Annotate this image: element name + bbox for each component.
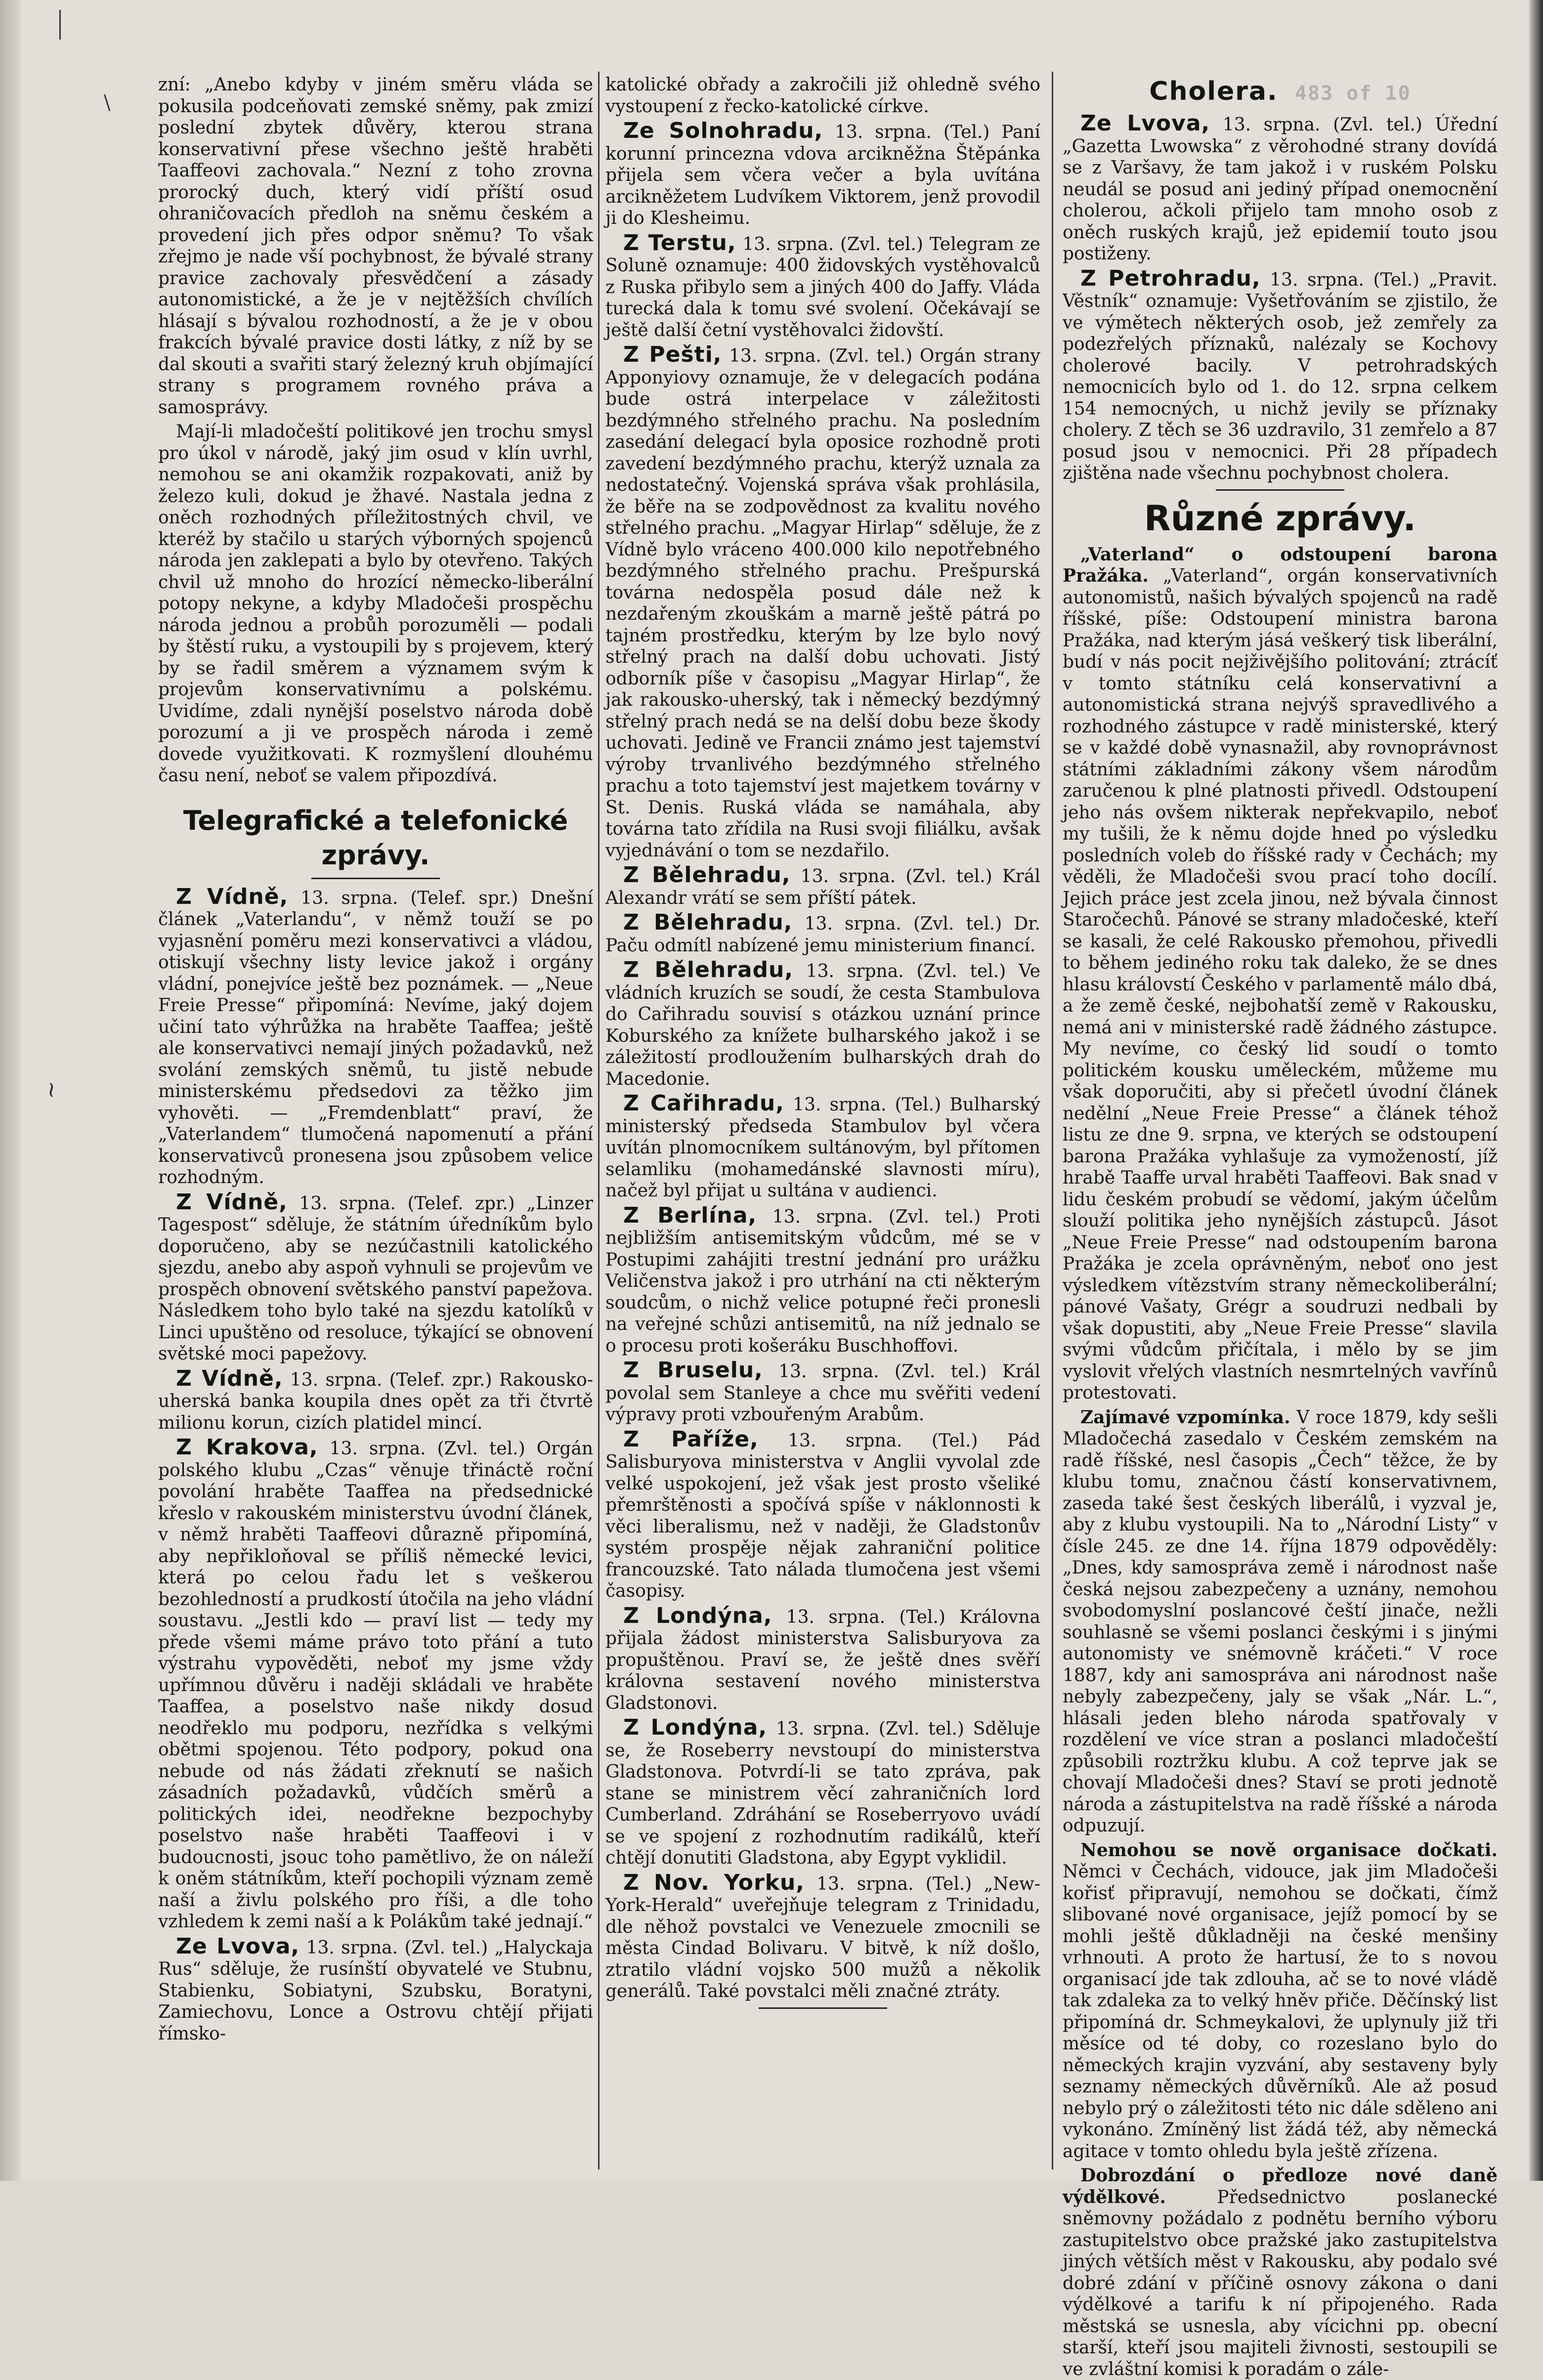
margin-tick (59, 10, 61, 40)
news-item (605, 232, 1040, 341)
news-item (605, 344, 1040, 861)
column-rule (1052, 72, 1053, 2169)
news-text: 13. srpna. (Zvl. tel.) Úřední „Gazetta Lwowska“ z věrohodné strany dovídá se z Varšavy, že tam jakož i v ruském Polsku neudál se posud ani jediný případ onemocnění cholerou, ačkoli přijelo tam mnoho osob z oněch ruských krajů, jež epidemií touto jsou postiženy. (1063, 115, 1498, 264)
news-item (1063, 1407, 1498, 1837)
dateline: Ze Solnohradu, (623, 118, 823, 143)
news-item (158, 1933, 593, 2045)
news-item (605, 1426, 1040, 1602)
news-text: 13. srpna. (Tel.) „New-York-Herald“ uveřejňuje telegram z Trinidadu, dle něhož povstalci ve Venezuele zmocnili se města Cindad Bolivaru. V bitvě, k níž došlo, ztratilo vládní vojsko 500 mužů a několik generálů. Také povstalci měli značné ztráty. (605, 1873, 1040, 2001)
news-item (158, 886, 593, 1189)
news-item (1063, 544, 1498, 1404)
news-item (605, 1717, 1040, 1869)
news-item (158, 1191, 593, 1365)
news-text: „Vaterland“, orgán konservativních autonomistů, našich bývalých spojenců na radě říšské, píše: Odstoupení ministra barona Pražáka, nad kterým jásá veškerý tisk liberální, budí v nás pocit nejživějšího politování; ztrácíť v tomto státníku celá konservativní a autonomistická strana nejvýš spravedlivého a rozhodného zástupce v radě ministerské, který se v každé době vynasnažil, aby rovnoprávnost státními základními zákony všem národům zaručenou k plné platnosti přivedl. Odstoupení jeho nás ovšem nikterak nepřekvapilo, neboť my tušili, že k němu dojde hned po výsledku posledních voleb do říšské rady v Čechách; my věděli, že Mladočeši svou prací toho docílí. Jejich práce jest zcela jinou, než bývala činnost Staročechů. Pánové se strany mladočeské, kteří se kasali, že celé Rakousko přemohou, přivedli to během jediného roku tak daleko, že se dnes hlasu královstí Českého v parlamentě málo dbá, a že země české, nejbohatší země v Rakousku, nemá ani v ministerské radě žádného zástupce. My nevíme, co český lid soudí o tomto politickém kousku uměleckém, můžeme mu však doporučiti, aby si přečetl úvodní článek nedělní „Neue Freie Presse“ a článek téhož listu ze dne 9. srpna, ve kterých se odstoupení barona Pražáka vyhlašuje za vymožeností, jíž hrabě Taaffe urval hraběti Taaffeovi. Bak snad v lidu českém probudí se vědomí, jakým účelům slouží politika jeho nynějších zástupců. Jásot „Neue Freie Presse“ nad odstoupením barona Pražáka je zcela oprávněným, neboť ono jest výsledkem vítězstvím strany německoliberální; pánové Vašaty, Grégr a soudruzi nedbali by však dopustiti, aby „Neue Freie Presse“ slavila svými vůdcům přičítala, i mělo by se jim vyslovit vřelých vlastních nesmrtelných vavřínů protestovati. (1063, 566, 1498, 1403)
archive-stamp: 483 of 10 (1294, 82, 1411, 105)
dateline: Z Vídně, (176, 1365, 283, 1391)
dateline: Z Cařihradu, (623, 1091, 784, 1116)
margin-mark-top: \ (104, 91, 111, 114)
paragraph: katolické obřady a zakročili již ohledně svého vystoupení z řecko-katolické církve. (605, 75, 1040, 117)
news-text: V roce 1879, kdy sešli Mladočechá zasedalo v Českém zemském na radě říšské, nesl časopis „Čech“ těžce, že by klubu tomu, značnou částí konservativnem, zaseda také šest českých liberálů, i vyzval je, aby z klubu vystoupili. Na to „Národní Listy“ v čísle 245. ze dne 14. října 1879 odpověděly: „Dnes, kdy samospráva země i národnost naše česká nejsou zabezpečeny a uznány, nemohou svobodomyslní poslancové čeští jinače, nežli souhlasně se všemi poslanci českými i s jinými autonomisty ve snémovně kráčeti.“ V roce 1887, kdy ani samospráva ani národnost naše nebyly zabezpečeny, jaly se však „Nár. L.“, hlásali jeden bleho národa spatřovaly v rozdělení ve více stran a poslanci mladočeští způsobili roztržku klubu. A což teprve jak se chovají Mladočeši dnes? Staví se proti jednotě národa a zástupitelstva na radě říšské a národa odpuzují. (1063, 1407, 1498, 1836)
news-item (1063, 2165, 1498, 2380)
news-text: 13. srpna. (Tel.) Královna přijala žádost ministerstva Salisburyova za propuštěnou. Praví se, že ještě dnes svěří královna sestavení nového ministerstva Gladstonovi. (605, 1607, 1040, 1713)
news-text: 13. srpna. (Zvl. tel.) „Halyckaja Rus“ sděluje, že rusínští obyvatelé ve Stubnu, Stabienku, Sobiatyni, Szubsku, Boratyni, Zamiechovu, Lonce a Ostrovu chtějí přijati římsko- (158, 1937, 593, 2044)
dateline: Z Bělehradu, (623, 862, 791, 888)
dateline: Z Londýna, (623, 1603, 772, 1628)
news-text: 13. srpna. (Tel.) „Pravit. Věstník“ oznamuje: Vyšetřováním se zjistilo, že ve výmětech některých osob, jež zemřely za podezřelých příznaků, nalézaly se Kochovy cholerové bacily. V petrohradských nemocnicích bylo od 1. do 12. srpna celkem 154 nemocných, u nichž jevily se příznaky cholery. Z těch se 36 uzdravilo, 31 zemřelo a 87 posud jsou v nemocnici. Při 28 případech zjištěna nade všechnu pochybnost cholera. (1063, 269, 1498, 483)
news-text: Němci v Čechách, vidouce, jak jim Mladočeši kořisť připravují, nemohou se dočkati, čímž slibované nové organisace, jejíž pomocí by se mohli ještě důkladněji na české menšiny vrhnouti. A proto že hartusí, že to s novou organisací jde tak zdlouha, ač se to nové vládě tak zdaleka za to velký hněv přiče. Děčínský list připomíná dr. Schmeykalovi, že uplynuly již tři měsíce od té doby, co rozeslano bylo do německých krajin vyzvání, aby sestaveny byly seznamy německých důvěrníků. Ale až posud nebylo prý o záležitosti této nic dále sděleno ani vykonáno. Zmíněný list žádá též, aby německá agitace v tomto ohledu byla ještě zřízena. (1063, 1862, 1498, 2162)
news-text: 13. srpna. (Zvl. tel.) Telegram ze Soluně oznamuje: 400 židovských vystěhovalců z Ruska přibylo sem a jiných 400 do Jaffy. Vláda turecká dala k tomu své svolení. Očekávají se ještě další četní vystěhovalci židovští. (605, 234, 1040, 340)
news-text: 13. srpna. (Tel.) Paní korunní princezna vdova arcikněžna Štěpánka přijela sem včera večer a byla uvítána arcikněžetem Ludvíkem Viktorem, jenž provodil ji do Klesheimu. (605, 122, 1040, 228)
page-shadow-edge (1529, 0, 1543, 2181)
column-middle (605, 74, 1040, 2169)
dateline: Z Berlína, (623, 1202, 757, 1228)
news-text: 13. srpna. (Zvl. tel.) Král povolal sem Stanleye a chce mu svěřiti vedení výpravy proti vzbouřeným Arabům. (605, 1361, 1041, 1425)
news-item (158, 1437, 593, 1933)
dateline: Z Bělehradu, (623, 957, 794, 982)
dateline: Z Vídně, (176, 1189, 288, 1215)
dateline: Z Londýna, (623, 1715, 768, 1740)
news-item (605, 959, 1040, 1090)
dateline: Ze Lvova, (176, 1933, 300, 1959)
dateline: Z Terstu, (623, 230, 736, 255)
news-item (605, 1872, 1040, 2002)
news-headline: Zajímavé vzpomínka. (1080, 1406, 1290, 1428)
binding-edge (0, 0, 21, 2181)
news-text: Předsednictvo poslanecké sněmovny požádalo z podnětu berního výboru zastupitelstvo obce pražské jako zastupitelstva jiných větších měst v Rakousku, aby podalo své dobré zdání v příčině osnovy zákona o dani výdělkové a tarifu k ní připojeného. Rada městská se usnesla, aby vícichni pp. obecní starší, kteří jsou majiteli živnosti, sestoupili se ve zvláštní komisi k poradám o zále- (1063, 2187, 1498, 2380)
news-item (605, 912, 1040, 956)
news-text: 13. srpna. (Zvl. tel.) Dr. Paču odmítl nabízené jemu ministerium financí. (605, 914, 1040, 956)
news-headline: Dobrozdání o předloze nové daně výdělkové. (1063, 2165, 1498, 2208)
news-text: 13. srpna. (Zvl. tel.) Král Alexandr vrátí se sem příští pátek. (605, 866, 1040, 908)
news-text: 13. srpna. (Tel.) Pád Salisburyova ministerstva v Anglii vyvolal zde velké uspokojení, jež však jest prosto všeliké přemrštěnosti a spočívá spíše v náklonnosti k věci liberalismu, než v naději, že Gladstonův systém prospěje nějak zahraniční politice francouzské. Tato nálada tlumočena jest všemi časopisy. (605, 1430, 1040, 1601)
dateline: Z Petrohradu, (1080, 265, 1261, 291)
paragraph: zní: „Anebo kdyby v jiném směru vláda se pokusila podceňovati zemské sněmy, pak zmizí poslední zbytek důvěry, kterou strana konservativní přese všechno ještě hraběti Taaffeovi zachovala.“ Nezní z toho zrovna prorocký duch, který vidí příští osud ohraničovacích předloh na sněmu českém a provedení jich přes odpor sněmu? To však zřejmo je nade vší pochybnost, že bývalé strany pravice zachovaly přesvědčení a zásady autonomistické, a že je v nejtěžších chvílích hlásají s bývalou rozhodností, a že je v obou frakcích bývalé pravice dosti látky, z níž by se dal skouti a svařiti starý železný kruh objímající strany s programem rovného práva a samosprávy. (158, 75, 593, 418)
news-item (1063, 1840, 1498, 2163)
dateline: Ze Lvova, (1080, 111, 1210, 136)
news-item (605, 1093, 1040, 1202)
dateline: Z Paříže, (623, 1426, 759, 1452)
news-item (605, 120, 1040, 229)
dateline: Z Nov. Yorku, (623, 1870, 805, 1895)
news-item (605, 1605, 1040, 1714)
news-text: 13. srpna. (Telef. zpr.) „Linzer Tagespost“ sděluje, že státním úředníkům bylo doporučeno, aby se nezúčastnili katolického sjezdu, anebo aby aspoň vyhnuli se projevům ve prospěch obnovení světského panství papežova. Následkem toho bylo také na sjezdu katolíků v Linci upuštěno od resoluce, týkající se obnovení světské moci papežovy. (158, 1193, 593, 1364)
news-text: 13. srpna. (Zvl. tel.) Orgán strany Apponyiovy oznamuje, že v delegacích podána bude ostrá interpelace v záležitosti bezdýmného střelného prachu. Na posledním zasedání delegací byla oposice rozhodně proti zavedení bezdýmného prachu, kterýž uznala za nedostatečný. Vojenská správa však prohlásila, že běře na se zodpovědnost za kvalitu nového střelného prachu. „Magyar Hirlap“ sděluje, že z Vídně bylo vráceno 400.000 kilo nepotřebného bezdýmného střelného prachu. Prešpurská továrna nedospěla posud dále než k nezdařeným zkouškám a marně ještě pátrá po tajném prostředku, kterým by lze bylo nový střelný prach na další dobu uchovati. Jistý odborník píše v časopisu „Magyar Hirlap“, že jak rakousko-uherský, tak i německý bezdýmný střelný prach nedá se na delší dobu beze škody uchovati. Jedině ve Francii známo jest tajemství výroby trvanlivého bezdýmného střelného prachu a toto tajemství jest majetkem továrny v St. Denis. Ruská vláda se namáhala, aby továrna tato zřídila na Rusi svoji filiálku, avšak vyjednávání o tom se nezdařilo. (605, 346, 1040, 861)
news-text: 13. srpna. (Zvl. tel.) Orgán polského klubu „Czas“ věnuje třináctě roční povolání hraběte Taaffea na předsednické křeslo v rakouském ministerstvu úvodní článek, v němž hraběti Taaffeovi důrazně připomíná, aby nepřikloňoval se příliš německé levici, která po celou řadu let s veškerou bezohledností a prudkostí útočila na jeho vládní soustavu. „Jestli kdo — praví list — tedy my přede všemi máme právo toto přání a tuto výstrahu vypověděti, neboť my jsme vždy upřímnou důvěru i naději skládali ve hraběte Taaffea, a poselstvo naše nikdy dosud neodřeklo mu podporu, nezřídka s velkými obětmi spojenou. Této podpory, pokud ona nebude od nás žádati zřeknutí se našich zásadních požadavků, vůdčích směrů a politických idei, neodřekne bezpochyby poselstvo naše hraběti Taaffeovi i v budoucnosti, jsouc toho pamětlivo, že on náleží k oněm státníkům, kteří pochopili význam země naší a živlu polského pro říši, a dle toho vzhledem k zemi naší a k Polákům také jednají.“ (158, 1439, 593, 1932)
dateline: Z Pešti, (623, 342, 722, 367)
news-text: 13. srpna. (Zvl. tel.) Sděluje se, že Roseberry nevstoupí do ministerstva Gladstonova. Potvrdí-li se tato zpráva, pak stane se ministrem věcí zahraničních lord Cumberland. Zdráhání se Roseberryovo uvádí se ve spojení z rozhodnutím radikálů, kteří chtějí donutiti Gladstona, aby Egypt vyklidil. (605, 1719, 1040, 1868)
news-item (1063, 265, 1498, 484)
section-title-misc: Různé zprávy. (1144, 498, 1416, 539)
news-item (1063, 113, 1498, 265)
news-headline: Nemohou se nově organisace dočkati. (1080, 1839, 1498, 1861)
column-rule (598, 72, 600, 2169)
section-title-cholera (1063, 74, 1498, 111)
news-text: 13. srpna. (Zvl. tel.) Ve vládních kruzích se soudí, že cesta Stambulova do Cařihradu souvisí s otázkou uznání prince Koburského za knížete bulharského jakož i se záležitostí prodloužením bulharských drah do Macedonie. (605, 961, 1040, 1089)
paragraph: Mají-li mladočeští politikové jen trochu smysl pro úkol v národě, jaký jim osud v klín uvrhl, nemohou se ani okamžik rozpakovati, aniž by železo kuli, dokud je žhavé. Nastala jedna z oněch rozhodných příležitostných chvil, ve kteréž by stačilo u starých výborných spojenců národa jen zaklepati a bylo by otevřeno. Takých chvil už mnoho do hrozící německo-liberální potopy nekyne, a kdyby Mladočeši prospěchu národa jednou a probůh porozuměli — podali by štěstí ruku, a vystoupili by s projevem, který by se řadil směrem a významem svým k projevům konservativnímu a polskému. Uvidíme, zdali nynější poselstvo národa době porozumí a ji ve prospěch národa i země dovede využitkovati. K rozmyšlení dlouhému času není, neboť se valem připozdívá. (158, 422, 593, 786)
news-text: 13. srpna. (Telef. spr.) Dnešní článek „Vaterlandu“, v němž touží se po vyjasnění poměru mezi konservativci a vládou, otiskují všechny listy levice jakož i orgány vládní, ponejvíce ještě bez poznámek. — „Neue Freie Presse“ připomíná: Nevíme, jaký dojem učiní tato výhrůžka na hraběte Taaffea; ještě ale konservativci nemají jiných požadavků, než svolání zemských sněmů, tu jistě nebude ministerskému předsedovi za těžko jim vyhověti. — „Fremdenblatt“ praví, že „Vaterlandem“ tlumočená napomenutí a přání konservativců pronesena jsou způsobem velice rozhodným. (158, 888, 593, 1188)
divider (311, 878, 440, 879)
news-text: 13. srpna. (Telef. zpr.) Rakousko-uherská banka koupila dnes opět za tři čtvrtě milionu korun, cizích platidel mincí. (158, 1369, 593, 1433)
margin-annotation: ~ (39, 1081, 64, 1099)
news-headline: „Vaterland“ o odstoupení barona Pražáka. (1063, 544, 1498, 586)
dateline: Z Vídně, (176, 884, 289, 909)
divider (759, 2007, 887, 2009)
divider (1216, 489, 1344, 491)
news-item (605, 1360, 1040, 1426)
news-item (605, 1202, 1040, 1357)
column-right (1063, 74, 1498, 2380)
news-item (605, 864, 1040, 909)
news-item (158, 1365, 593, 1434)
dateline: Z Bruselu, (623, 1358, 763, 1383)
dateline: Z Krakova, (176, 1435, 318, 1460)
news-text: 13. srpna. (Tel.) Bulharský ministerský předseda Stambulov byl včera uvítán plnomocníkem sultánovým, byl přítomen selamliku (mohamedánské slavnosti míru), načež byl přijat u sultána v audienci. (605, 1095, 1040, 1201)
news-text: 13. srpna. (Zvl. tel.) Proti nejbližším antisemitským vůdcům, mé se v Postupimi zahájiti trestní jednání pro urážku Veličenstva jakož i pro utrhání na cti některým soudcům, o nichž velice potupné řeči pronesli na veřejné schůzi antisemitů, na níž jednalo se o procesu proti košeráku Buschhoffovi. (605, 1206, 1040, 1356)
dateline: Z Bělehradu, (623, 910, 793, 935)
section-title-telegrams: Telegrafické a telefonické zprávy. (183, 805, 568, 871)
cholera-title: Cholera. (1149, 77, 1278, 106)
column-left (158, 74, 593, 2169)
